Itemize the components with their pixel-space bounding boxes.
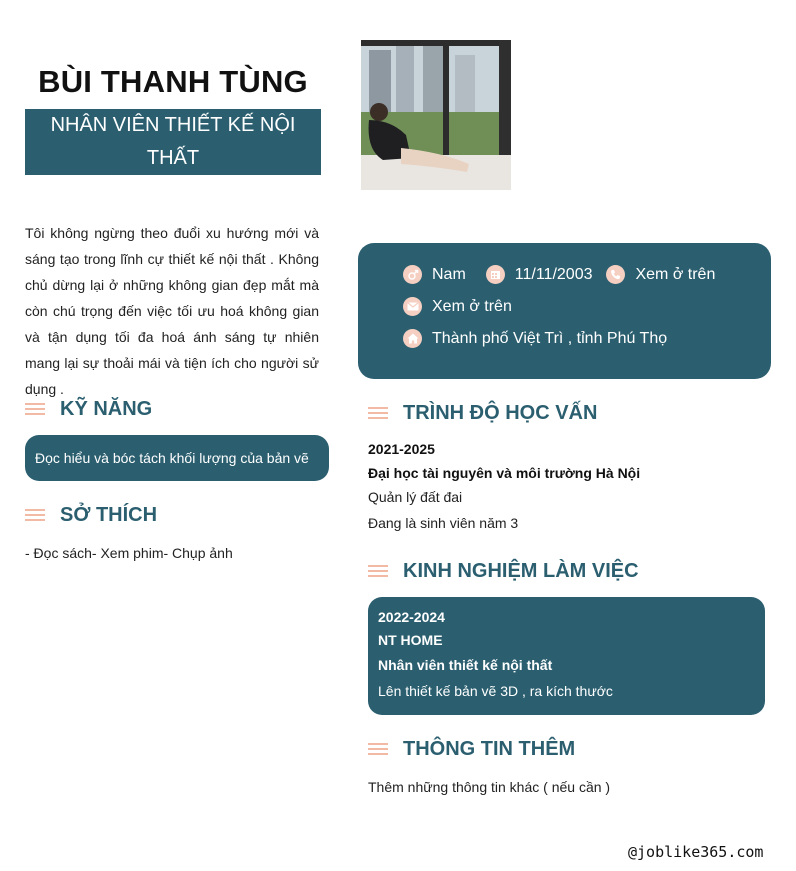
experience-position: Nhân viên thiết kế nội thất — [378, 657, 553, 673]
gender-icon — [403, 265, 422, 284]
skills-title: KỸ NĂNG — [60, 398, 153, 420]
address-value: Thành phố Việt Trì , tỉnh Phú Thọ — [432, 329, 668, 347]
candidate-name: BÙI THANH TÙNG — [38, 64, 308, 99]
watermark: @joblike365.com — [628, 843, 764, 861]
phone-icon — [606, 265, 625, 284]
profile-summary: Tôi không ngừng theo đuổi xu hướng mới và sáng tạo trong lĩnh cự thiết kế nội thất . Không chủ dừng lại ở những không gian đẹp mắt mà còn chú trọng đến việc tối ưu hoá không gian và tận dụng tối đa hoá ánh sáng tự nhiên mang lại sự thoải mái và tiện ích cho người sử dụng . — [25, 225, 319, 397]
job-title-banner: NHÂN VIÊN THIẾT KẾ NỘI THẤT — [25, 109, 321, 175]
phone-item — [606, 265, 715, 284]
education-major: Quản lý đất đai — [368, 489, 463, 505]
experience-years: 2022-2024 — [378, 609, 445, 625]
education-section-header — [368, 402, 597, 425]
gender-item — [403, 265, 466, 284]
profile-photo — [361, 40, 511, 190]
hobbies-title: SỞ THÍCH — [60, 504, 158, 526]
extra-text: Thêm những thông tin khác ( nếu cần ) — [368, 779, 611, 795]
experience-company: NT HOME — [378, 632, 443, 648]
home-icon — [403, 329, 422, 348]
education-school: Đại học tài nguyên và môi trường Hà Nội — [368, 465, 641, 481]
education-title: TRÌNH ĐỘ HỌC VẤN — [403, 402, 598, 424]
menu-lines-icon — [368, 743, 388, 756]
email-icon — [403, 297, 422, 316]
phone-value: Xem ở trên — [635, 265, 716, 283]
email-item — [403, 297, 512, 316]
menu-lines-icon — [368, 565, 388, 578]
menu-lines-icon — [25, 509, 45, 522]
menu-lines-icon — [368, 407, 388, 420]
hobbies-text: - Đọc sách- Xem phim- Chụp ảnh — [25, 545, 233, 561]
extra-section-header — [368, 738, 575, 761]
hobbies-section-header — [25, 504, 157, 527]
extra-title: THÔNG TIN THÊM — [403, 738, 576, 760]
address-item — [403, 329, 667, 348]
birthday-value: 11/11/2003 — [514, 265, 593, 283]
contact-row-2 — [403, 297, 526, 316]
experience-section-header — [368, 560, 639, 583]
contact-row-1 — [403, 265, 729, 284]
skill-item: Đọc hiểu và bóc tách khối lượng của bản vẽ — [25, 435, 329, 481]
contact-row-3 — [403, 329, 681, 348]
contact-info-box — [358, 243, 771, 379]
email-value: Xem ở trên — [432, 297, 512, 315]
menu-lines-icon — [25, 403, 45, 416]
calendar-icon — [486, 265, 505, 284]
birthday-item — [486, 265, 593, 284]
experience-box — [368, 597, 765, 715]
skills-section-header — [25, 398, 152, 421]
education-years: 2021-2025 — [368, 441, 435, 457]
gender-value: Nam — [432, 265, 466, 283]
experience-title: KINH NGHIỆM LÀM VIỆC — [403, 560, 639, 582]
education-note: Đang là sinh viên năm 3 — [368, 515, 519, 531]
experience-description: Lên thiết kế bản vẽ 3D , ra kích thước — [378, 683, 613, 699]
